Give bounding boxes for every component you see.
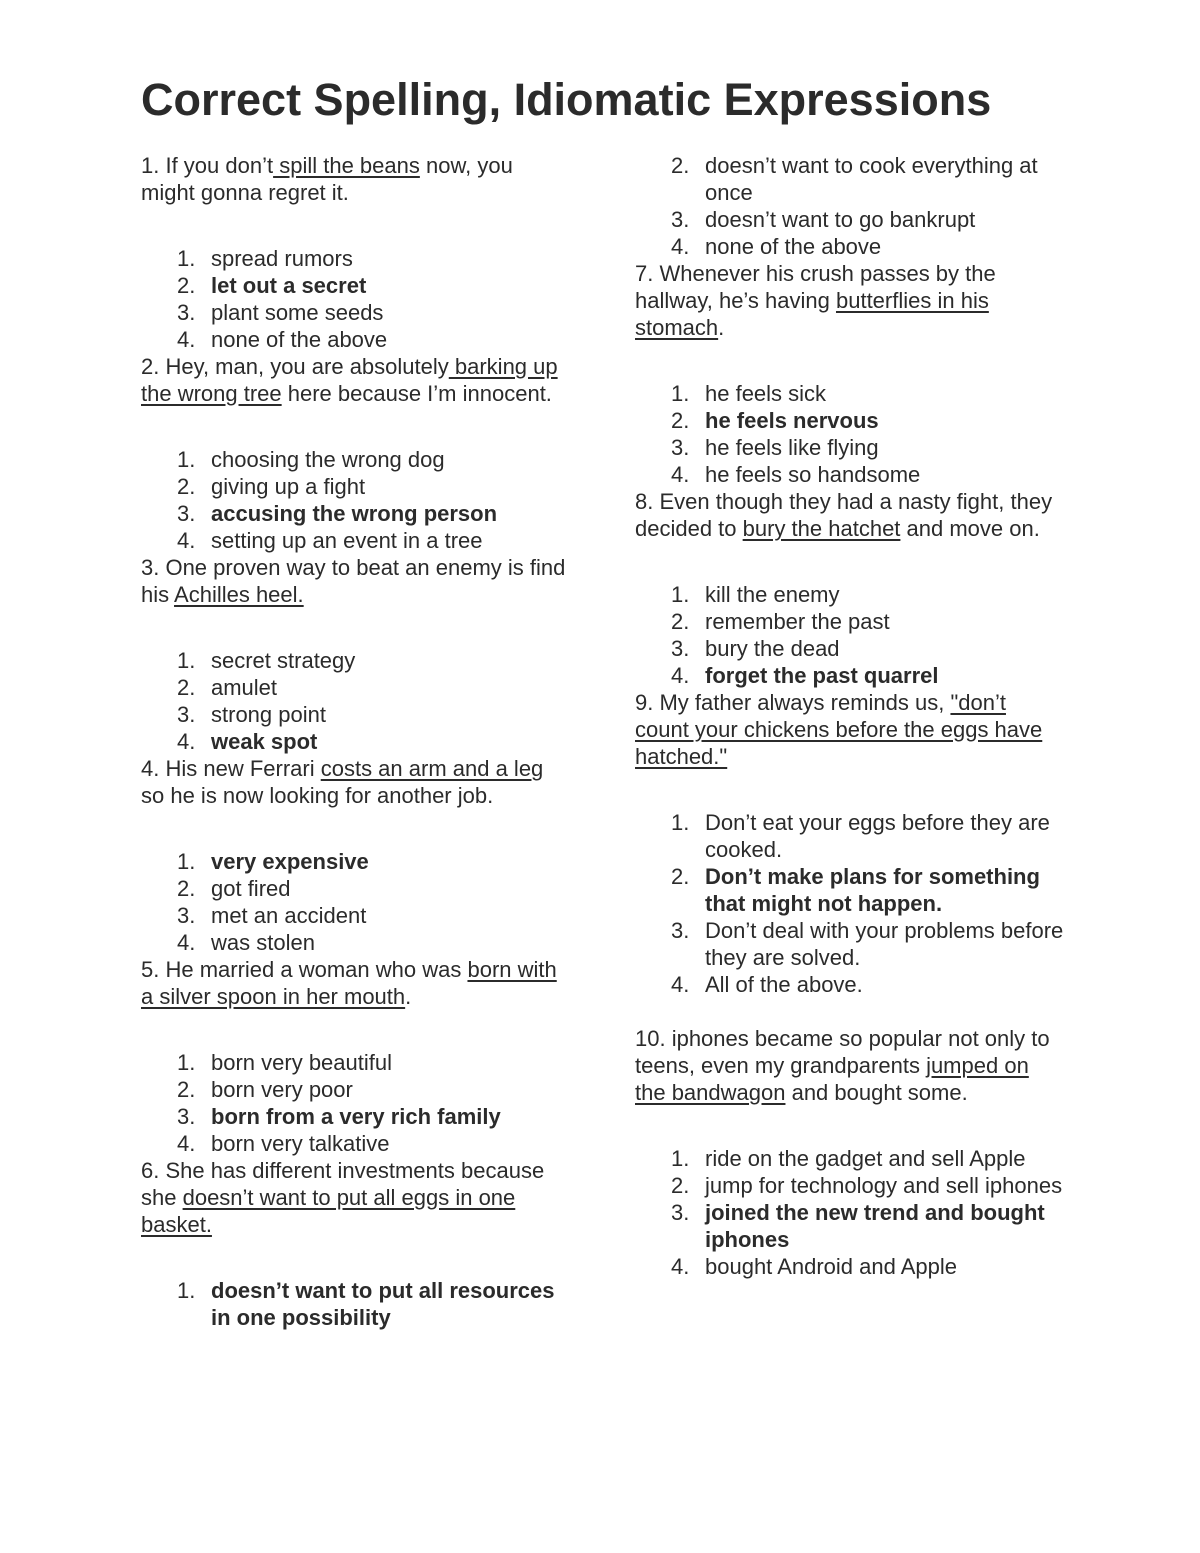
option-text: remember the past (705, 609, 890, 634)
option-number: 1. (671, 381, 690, 406)
idiom-underlined: born with a silver spoon in her mouth (141, 957, 557, 1009)
option-number: 2. (671, 609, 690, 634)
option (141, 299, 571, 326)
question-text: 8. Even though they had a nasty fight, they decided to (635, 489, 1053, 541)
options-list-6 (141, 1277, 571, 1331)
question-text: now, you might gonna regret it. (141, 153, 513, 205)
option (635, 1253, 1065, 1280)
option-number: 2. (177, 1077, 196, 1102)
option (635, 581, 1065, 608)
question-text: 1. If you don’t (141, 153, 274, 178)
option-number: 4. (177, 528, 196, 553)
options-list-6-continued (635, 152, 1065, 260)
question-5 (141, 956, 571, 1010)
option-text: he feels nervous (705, 408, 879, 433)
option-text: born from a very rich family (211, 1104, 501, 1129)
option-number: 3. (671, 1200, 690, 1225)
option (635, 1172, 1065, 1199)
option-text: ride on the gadget and sell Apple (705, 1146, 1026, 1171)
option (141, 647, 571, 674)
option-text: Don’t deal with your problems before they are solved. (705, 918, 1064, 970)
option-correct (141, 728, 571, 755)
option (635, 206, 1065, 233)
question-text: so he is now looking for another job. (141, 783, 494, 808)
option-text: choosing the wrong dog (211, 447, 445, 472)
option-number: 2. (177, 675, 196, 700)
idiom-underlined: bury the hatchet (742, 516, 901, 541)
options-list-2 (141, 446, 571, 554)
option-text: plant some seeds (211, 300, 384, 325)
option (635, 971, 1065, 998)
question-text: 10. iphones became so popular not only to teens, even my grandparents (635, 1026, 1050, 1078)
option-number: 1. (177, 849, 196, 874)
option-number: 2. (671, 1173, 690, 1198)
idiom-underlined: jumped on the bandwagon (635, 1053, 1029, 1105)
option (141, 1130, 571, 1157)
option-text: spread rumors (211, 246, 353, 271)
option-text: none of the above (211, 327, 388, 352)
option (141, 1076, 571, 1103)
option-text: All of the above. (705, 972, 863, 997)
option (635, 434, 1065, 461)
option (141, 527, 571, 554)
option-text: he feels sick (705, 381, 827, 406)
option-text: amulet (211, 675, 278, 700)
option-number: 2. (671, 153, 690, 178)
option-number: 2. (671, 408, 690, 433)
option-number: 4. (671, 462, 690, 487)
option-text: born very talkative (211, 1131, 390, 1156)
option-number: 3. (177, 702, 196, 727)
question-text: . (718, 315, 725, 340)
option-number: 3. (671, 918, 690, 943)
option-number: 4. (671, 972, 690, 997)
options-list-8 (635, 581, 1065, 689)
question-9 (635, 689, 1065, 770)
option-correct (141, 500, 571, 527)
option-correct (635, 1199, 1065, 1253)
question-2 (141, 353, 571, 407)
option-text: setting up an event in a tree (211, 528, 483, 553)
option-correct (141, 848, 571, 875)
question-text: here because I’m innocent. (281, 381, 552, 406)
option-text: born very poor (211, 1077, 353, 1102)
option-text: bought Android and Apple (705, 1254, 958, 1279)
option-number: 2. (177, 474, 196, 499)
option (141, 701, 571, 728)
option-correct (141, 1103, 571, 1130)
option (635, 809, 1065, 863)
option (141, 875, 571, 902)
option-number: 4. (177, 930, 196, 955)
option-number: 4. (671, 234, 690, 259)
option-text: strong point (211, 702, 326, 727)
options-list-1 (141, 245, 571, 353)
option-number: 2. (177, 876, 196, 901)
option-text: doesn’t want to go bankrupt (705, 207, 976, 232)
question-text: 5. He married a woman who was (141, 957, 468, 982)
question-text: 3. One proven way to beat an enemy is find his (141, 555, 566, 607)
options-list-5 (141, 1049, 571, 1157)
option-correct (635, 662, 1065, 689)
question-6 (141, 1157, 571, 1238)
option-number: 4. (671, 1254, 690, 1279)
question-text: 4. His new Ferrari (141, 756, 321, 781)
option-number: 1. (177, 1278, 196, 1303)
option-correct (635, 863, 1065, 917)
option-text: let out a secret (211, 273, 367, 298)
question-text: and move on. (900, 516, 1040, 541)
question-text: and bought some. (785, 1080, 968, 1105)
option-text: doesn’t want to cook everything at once (705, 153, 1038, 205)
question-text: 7. Whenever his crush passes by the hallway, he’s having (635, 261, 996, 313)
option-text: was stolen (211, 930, 315, 955)
options-list-4 (141, 848, 571, 956)
option-text: doesn’t want to put all resources in one possibility (211, 1278, 555, 1330)
option-text: forget the past quarrel (705, 663, 939, 688)
option-text: accusing the wrong person (211, 501, 498, 526)
option (635, 233, 1065, 260)
question-8 (635, 488, 1065, 542)
page-title: Correct Spelling, Idiomatic Expressions (141, 74, 992, 125)
option-text: giving up a fight (211, 474, 366, 499)
option (635, 917, 1065, 971)
option-number: 2. (177, 273, 196, 298)
option-text: jump for technology and sell iphones (705, 1173, 1063, 1198)
option-text: got fired (211, 876, 291, 901)
left-column (141, 152, 571, 1331)
blank-line (635, 998, 1065, 1025)
option-number: 4. (177, 327, 196, 352)
option-number: 3. (671, 435, 690, 460)
option (635, 1145, 1065, 1172)
idiom-underlined: Achilles heel. (174, 582, 304, 607)
idiom-underlined: costs an arm and a leg (320, 756, 544, 781)
option-number: 3. (671, 636, 690, 661)
option (141, 1049, 571, 1076)
option-text: born very beautiful (211, 1050, 392, 1075)
option-text: bury the dead (705, 636, 840, 661)
option-text: he feels like flying (705, 435, 879, 460)
idiom-underlined: barking up the wrong tree (141, 354, 558, 406)
right-column (635, 152, 1065, 1280)
option (141, 902, 571, 929)
idiom-underlined: spill the beans (273, 153, 420, 178)
option (141, 326, 571, 353)
option-text: Don’t make plans for something that might not happen. (705, 864, 1040, 916)
option-number: 4. (177, 729, 196, 754)
option-text: none of the above (705, 234, 882, 259)
option-number: 1. (671, 582, 690, 607)
option-number: 1. (671, 810, 690, 835)
option-number: 3. (177, 501, 196, 526)
options-list-3 (141, 647, 571, 755)
option-text: met an accident (211, 903, 367, 928)
option (141, 929, 571, 956)
question-text: 9. My father always reminds us, (635, 690, 951, 715)
idiom-underlined: butterflies in his stomach (635, 288, 989, 340)
option (635, 461, 1065, 488)
option (141, 245, 571, 272)
option-text: Don’t eat your eggs before they are cooked. (705, 810, 1050, 862)
option-text: very expensive (211, 849, 369, 874)
option-number: 4. (671, 663, 690, 688)
option-text: joined the new trend and bought iphones (705, 1200, 1045, 1252)
option-number: 4. (177, 1131, 196, 1156)
option-text: secret strategy (211, 648, 356, 673)
option (635, 152, 1065, 206)
question-text: 6. She has different investments because she (141, 1158, 545, 1210)
idiom-underlined: doesn’t want to put all eggs in one basket. (141, 1185, 516, 1237)
question-7 (635, 260, 1065, 341)
option-correct (141, 1277, 571, 1331)
question-text: 2. Hey, man, you are absolutely (141, 354, 449, 379)
option (141, 446, 571, 473)
option-number: 1. (671, 1146, 690, 1171)
question-10 (635, 1025, 1065, 1106)
idiom-underlined: "don’t count your chickens before the eggs have hatched." (635, 690, 1043, 769)
option-number: 1. (177, 246, 196, 271)
option-number: 3. (671, 207, 690, 232)
options-list-7 (635, 380, 1065, 488)
option-number: 1. (177, 447, 196, 472)
option-correct (635, 407, 1065, 434)
option-number: 1. (177, 648, 196, 673)
option-number: 3. (177, 1104, 196, 1129)
options-list-9 (635, 809, 1065, 998)
option (635, 380, 1065, 407)
option-text: weak spot (211, 729, 318, 754)
question-4 (141, 755, 571, 809)
option-number: 2. (671, 864, 690, 889)
option-text: he feels so handsome (705, 462, 921, 487)
option (141, 674, 571, 701)
question-text: . (405, 984, 412, 1009)
option-number: 1. (177, 1050, 196, 1075)
option-number: 3. (177, 300, 196, 325)
option-correct (141, 272, 571, 299)
option (635, 608, 1065, 635)
question-1 (141, 152, 571, 206)
option (635, 635, 1065, 662)
option-text: kill the enemy (705, 582, 840, 607)
option-number: 3. (177, 903, 196, 928)
question-3 (141, 554, 571, 608)
option (141, 473, 571, 500)
options-list-10 (635, 1145, 1065, 1280)
